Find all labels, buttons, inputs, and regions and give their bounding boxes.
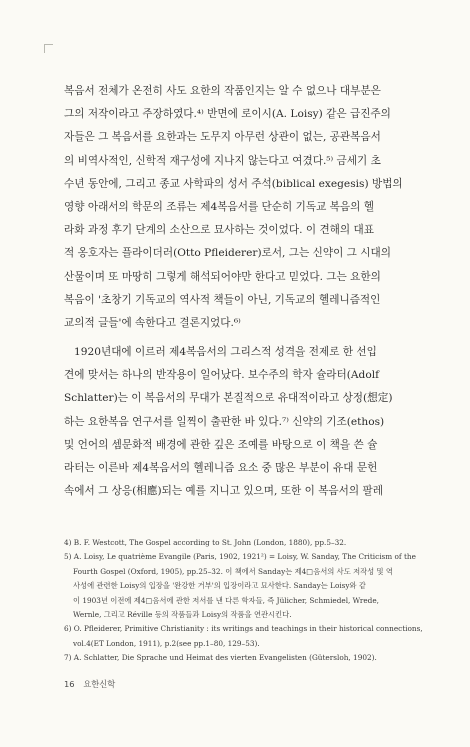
body-line: 및 언어의 셈문화적 배경에 관한 깊은 조예를 바탕으로 이 책을 쓴 슐 xyxy=(64,438,378,451)
body-line: Schlatter)는 이 복음서의 무대가 본질적으로 유대적이라고 상정(想定) xyxy=(64,392,393,405)
footnote-line: 이 1903년 이전에 제4□음서에 관한 저서를 낸 다른 학자들, 즉 Jülicher, Schmiedel, Wrede, xyxy=(73,595,379,605)
footnotes xyxy=(64,536,434,666)
body-line: 견에 맞서는 하나의 반작용이 일어났다. 보수주의 학자 슐라터(Adolf xyxy=(64,369,380,382)
footnote-line: 6) O. Pfleiderer, Primitive Christianity : its writings and teachings in their historical connections, xyxy=(64,624,423,634)
body-text xyxy=(64,80,424,503)
body-line: 영향 아래서의 학문의 조류는 제4복음서를 단순히 기독교 복음의 헬 xyxy=(64,200,374,213)
page-number: 16 xyxy=(64,679,75,689)
body-line: 그의 저작이라고 주장하였다.⁴⁾ 반면에 로이시(A. Loisy) 같은 급진주의 xyxy=(64,108,391,121)
body-line: 교의적 글들'에 속한다고 결론지었다.⁶⁾ xyxy=(64,316,241,329)
body-line: 라화 과정 후기 단계의 소산으로 묘사하는 것이었다. 이 견해의 대표 xyxy=(64,224,374,237)
footnote-line: Wernle, 그리고 Réville 등의 작품들과 Loisy의 작품을 연관시킨다. xyxy=(73,609,292,619)
footnote-line: 7) A. Schlatter, Die Sprache und Heimat des vierten Evangelisten (Gütersloh, 1902). xyxy=(64,653,377,663)
body-line: 의 비역사적인, 신학적 재구성에 지나지 않는다고 여겼다.⁵⁾ 금세기 초 xyxy=(64,154,381,167)
running-title: 요한신학 xyxy=(83,679,116,689)
body-line: 복음서 전체가 온전히 사도 요한의 작품인지는 알 수 없으나 대부분은 xyxy=(64,85,381,97)
footnote-line: 사성에 관련한 Loisy의 입장을 '완강한 거부'의 입장이라고 묘사한다. Sanday는 Loisy와 같 xyxy=(73,581,366,591)
body-line: 라터는 이른바 제4복음서의 헬레니즘 요소 중 많은 부분이 유대 문헌 xyxy=(64,462,378,474)
paragraph-1 xyxy=(64,80,424,335)
footnote-line: Fourth Gospel (Oxford, 1905), pp.25–32. 이 책에서 Sanday는 제4□음서의 사도 저작성 및 역 xyxy=(73,566,393,576)
body-line: 1920년대에 이르러 제4복음서의 그리스적 성격을 전제로 한 선입 xyxy=(74,346,377,359)
page-footer xyxy=(64,678,115,690)
footnote-line: 4) B. F. Westcott, The Gospel according to St. John (London, 1880), pp.5–32. xyxy=(64,538,347,547)
crop-mark xyxy=(44,44,53,53)
body-line: 속에서 그 상응(相應)되는 예를 지니고 있으며, 또한 이 복음서의 팔레 xyxy=(64,485,383,498)
body-line: 하는 요한복음 연구서를 일찍이 출판한 바 있다.⁷⁾ 신약의 기조(ethos) xyxy=(64,415,385,428)
body-line: 자들은 그 복음서를 요한과는 도무지 아무런 상관이 없는, 공관복음서 xyxy=(64,131,381,144)
body-line: 적 옹호자는 플라이더러(Otto Pfleiderer)로서, 그는 신약이 그 시대의 xyxy=(64,247,391,260)
footnote-line: 5) A. Loisy, Le quatrième Evangile (Paris, 1902, 1921²) = Loisy, W. Sanday, The Criticism of the xyxy=(64,552,416,562)
body-line: 산물이며 또 마땅히 그렇게 해석되어야만 한다고 믿었다. 그는 요한의 xyxy=(64,270,381,283)
body-line: 수년 동안에, 그리고 종교 사학파의 성서 주석(biblical exegesis) 방법의 xyxy=(64,177,403,190)
footnote-line: vol.4(ET London, 1911), p.2(see pp.1–80, 129–53). xyxy=(73,638,260,648)
paragraph-2 xyxy=(64,341,424,503)
body-line: 복음이 '초창기 기독교의 역사적 책들이 아닌, 기독교의 헬레니즘적인 xyxy=(64,293,381,306)
